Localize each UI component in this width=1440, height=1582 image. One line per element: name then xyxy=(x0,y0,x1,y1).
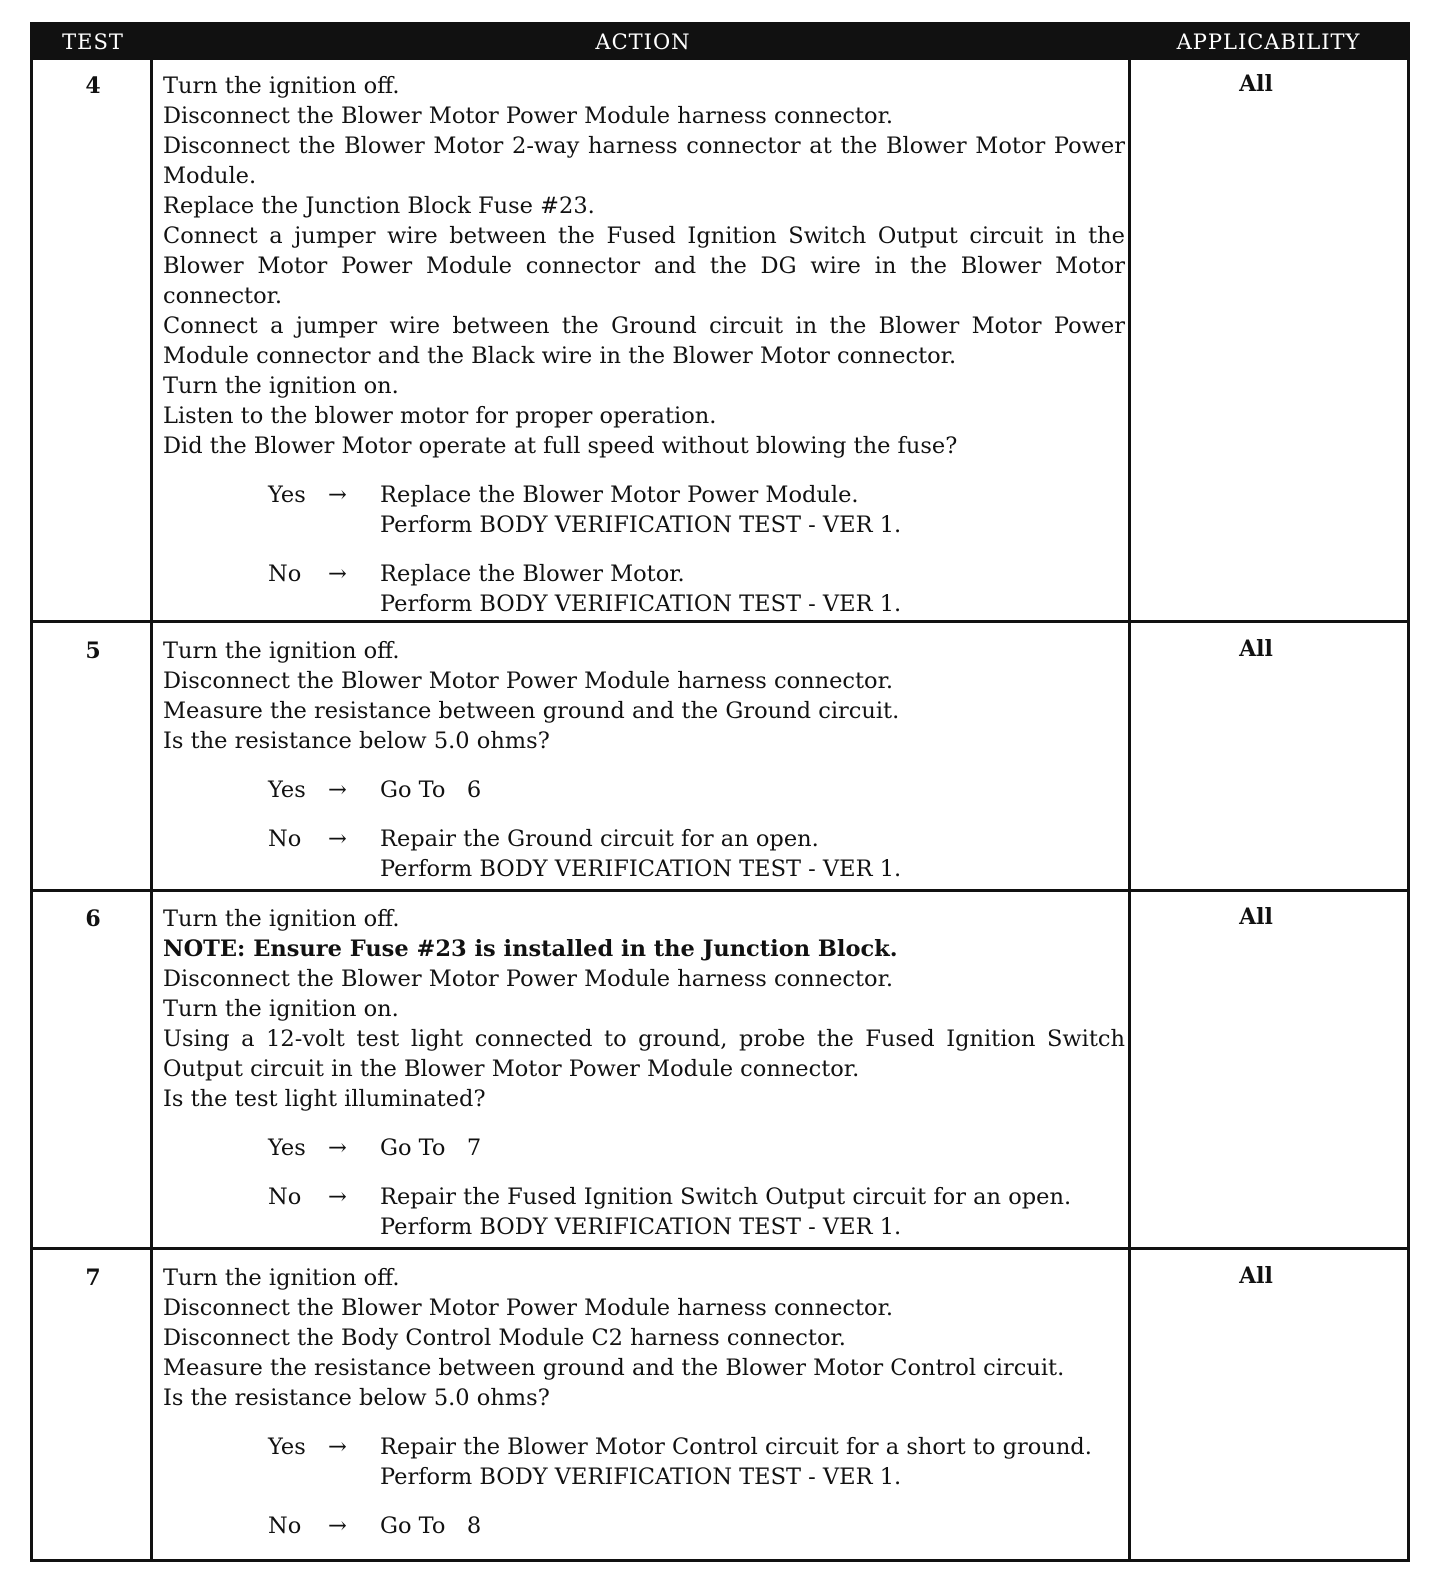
action-line: Did the Blower Motor operate at full speed without blowing the fuse? xyxy=(163,433,958,459)
arrow-right-icon: → xyxy=(328,1184,347,1210)
yes-action: Repair the Blower Motor Control circuit for a short to ground. xyxy=(380,1434,1092,1460)
action-cell xyxy=(163,904,1125,1242)
yes-action: Go To 7 xyxy=(380,1135,482,1161)
action-line: Turn the ignition on. xyxy=(163,996,399,1022)
action-cell xyxy=(163,636,1125,884)
action-line: Measure the resistance between ground and the Blower Motor Control circuit. xyxy=(163,1355,1065,1381)
action-cell xyxy=(163,1263,1125,1541)
no-label: No xyxy=(268,1513,302,1539)
no-label: No xyxy=(268,561,302,587)
table-header xyxy=(33,25,1407,60)
action-line: Turn the ignition off. xyxy=(163,638,400,664)
arrow-right-icon: → xyxy=(328,1434,347,1460)
yes-action-verify: Perform BODY VERIFICATION TEST - VER 1. xyxy=(380,512,902,538)
applicability-value: All xyxy=(1239,636,1273,662)
yes-label: Yes xyxy=(268,482,306,508)
action-line: Measure the resistance between ground and the Ground circuit. xyxy=(163,698,900,724)
no-result xyxy=(163,559,1125,589)
test-number: 4 xyxy=(85,73,101,99)
action-line: Using a 12-volt test light connected to ground, probe the Fused Ignition Switch Output circuit in the Blower Motor Power Module connector. xyxy=(163,1026,1125,1082)
yes-label: Yes xyxy=(268,777,306,803)
action-line: Turn the ignition off. xyxy=(163,73,400,99)
action-line: Disconnect the Body Control Module C2 harness connector. xyxy=(163,1325,846,1351)
no-action: Go To 8 xyxy=(380,1513,482,1539)
yes-action-verify: Perform BODY VERIFICATION TEST - VER 1. xyxy=(380,1464,902,1490)
diagnostic-test-table xyxy=(30,22,1410,1562)
action-line: Is the resistance below 5.0 ohms? xyxy=(163,1385,550,1411)
note-text: NOTE: Ensure Fuse #23 is installed in the Junction Block. xyxy=(163,936,898,962)
action-cell xyxy=(163,71,1125,619)
column-divider xyxy=(1128,60,1131,1559)
applicability-value: All xyxy=(1239,1263,1273,1289)
action-line: Turn the ignition off. xyxy=(163,906,400,932)
test-number: 6 xyxy=(85,906,101,932)
test-number: 7 xyxy=(85,1265,101,1291)
no-action: Replace the Blower Motor. xyxy=(380,561,685,587)
arrow-right-icon: → xyxy=(328,482,347,508)
arrow-right-icon: → xyxy=(328,826,347,852)
yes-label: Yes xyxy=(268,1434,306,1460)
action-line: Disconnect the Blower Motor Power Module harness connector. xyxy=(163,1295,894,1321)
row-divider xyxy=(33,620,1407,623)
action-line: Is the resistance below 5.0 ohms? xyxy=(163,728,550,754)
yes-result-continued xyxy=(163,510,1125,540)
yes-result xyxy=(163,1432,1125,1462)
arrow-right-icon: → xyxy=(328,561,347,587)
no-action-verify: Perform BODY VERIFICATION TEST - VER 1. xyxy=(380,856,902,882)
no-label: No xyxy=(268,826,302,852)
action-line: Turn the ignition on. xyxy=(163,373,399,399)
arrow-right-icon: → xyxy=(328,1135,347,1161)
applicability-value: All xyxy=(1239,904,1273,930)
yes-action: Go To 6 xyxy=(380,777,482,803)
no-action-verify: Perform BODY VERIFICATION TEST - VER 1. xyxy=(380,591,902,617)
arrow-right-icon: → xyxy=(328,1513,347,1539)
no-action: Repair the Ground circuit for an open. xyxy=(380,826,819,852)
no-result xyxy=(163,1182,1125,1212)
row-divider xyxy=(33,889,1407,892)
action-line: Connect a jumper wire between the Fused Ignition Switch Output circuit in the Blower Motor Power Module connector and the DG wire in the Blower Motor connector. xyxy=(163,223,1125,309)
no-result-continued xyxy=(163,854,1125,884)
action-line: Is the test light illuminated? xyxy=(163,1086,486,1112)
yes-result xyxy=(163,480,1125,510)
no-label: No xyxy=(268,1184,302,1210)
action-line: Connect a jumper wire between the Ground circuit in the Blower Motor Power Module connector and the Black wire in the Blower Motor connector. xyxy=(163,313,1125,369)
header-action: ACTION xyxy=(595,30,691,54)
no-action: Repair the Fused Ignition Switch Output circuit for an open. xyxy=(380,1184,1072,1210)
yes-result xyxy=(163,1133,1125,1163)
action-line: Listen to the blower motor for proper operation. xyxy=(163,403,717,429)
action-line: Disconnect the Blower Motor Power Module harness connector. xyxy=(163,668,894,694)
no-result-continued xyxy=(163,589,1125,619)
yes-result-continued xyxy=(163,1462,1125,1492)
arrow-right-icon: → xyxy=(328,777,347,803)
action-line: Disconnect the Blower Motor Power Module harness connector. xyxy=(163,103,894,129)
action-line: Disconnect the Blower Motor 2-way harness connector at the Blower Motor Power Module. xyxy=(163,133,1125,189)
yes-result xyxy=(163,775,1125,805)
no-result xyxy=(163,1511,1125,1541)
yes-label: Yes xyxy=(268,1135,306,1161)
test-number: 5 xyxy=(85,638,101,664)
action-line: Turn the ignition off. xyxy=(163,1265,400,1291)
no-action-verify: Perform BODY VERIFICATION TEST - VER 1. xyxy=(380,1214,902,1240)
no-result xyxy=(163,824,1125,854)
yes-action: Replace the Blower Motor Power Module. xyxy=(380,482,859,508)
column-divider xyxy=(150,60,153,1559)
header-applicability: APPLICABILITY xyxy=(1176,30,1361,54)
row-divider xyxy=(33,1247,1407,1250)
header-test: TEST xyxy=(62,30,124,54)
action-line: Disconnect the Blower Motor Power Module harness connector. xyxy=(163,966,894,992)
applicability-value: All xyxy=(1239,71,1273,97)
action-line: Replace the Junction Block Fuse #23. xyxy=(163,193,595,219)
no-result-continued xyxy=(163,1212,1125,1242)
